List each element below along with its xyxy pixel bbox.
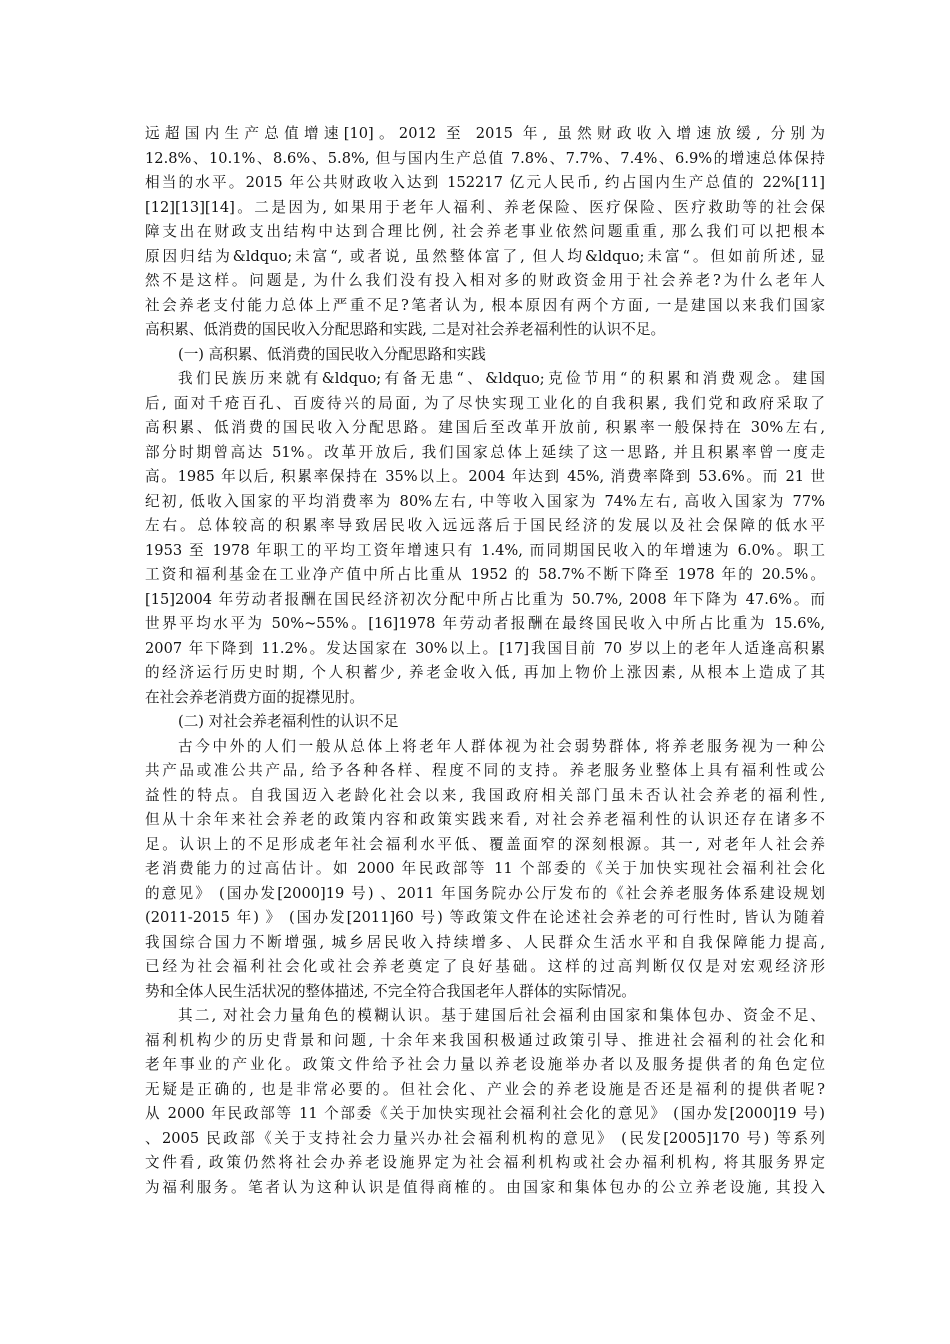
text-line: 相当的水平。2015 年公共财政收入达到 152217 亿元人民币, 约占国内生产总值的 22%[11]	[145, 174, 825, 191]
text-line: 其二, 对社会力量角色的模糊认识。基于建国后社会福利由国家和集体包办、资金不足、	[178, 1007, 825, 1024]
text-line: 障支出在财政支出结构中达到合理比例, 社会养老事业依然问题重重, 那么我们可以把根本	[145, 223, 825, 240]
text-line: 高积累、低消费的国民收入分配思路和实践, 二是对社会养老福利性的认识不足。	[145, 321, 666, 338]
text-line: (2011-2015 年) 》 (国办发[2011]60 号) 等政策文件在论述社会养老的可行性时, 皆认为随着	[145, 909, 825, 926]
text-line: 高。1985 年以后, 积累率保持在 35%以上。2004 年达到 45%, 消费率降到 53.6%。而 21 世	[145, 468, 825, 485]
text-line: 1953 至 1978 年职工的平均工资年增速只有 1.4%, 而同期国民收入的年增速为 6.0%。职工	[145, 541, 825, 559]
text-line: 的经济运行历史时期, 个人积蓄少, 养老金收入低, 再加上物价上涨因素, 从根本上造成了其	[145, 664, 825, 681]
text-line: 左右。总体较高的积累率导致居民收入远远落后于国民经济的发展以及社会保障的低水平	[145, 517, 825, 534]
text-line: 无疑是正确的, 也是非常必要的。但社会化、产业会的养老设施是否还是福利的提供者呢?	[145, 1080, 825, 1098]
text-line: 12.8%、10.1%、8.6%、5.8%, 但与国内生产总值 7.8%、7.7%、7.4%、6.9%的增速总体保持	[145, 149, 825, 167]
text-line: [15]2004 年劳动者报酬在国民经济初次分配中所占比重为 50.7%, 2008 年下降为 47.6%。而	[145, 590, 825, 608]
text-line: [12][13][14]。二是因为, 如果用于老年人福利、养老保险、医疗保险、医疗救助等的社会保	[145, 198, 825, 216]
text-line: 但从十余年来社会养老的政策内容和政策实践来看, 对社会养老福利性的认识还存在诸多不	[145, 811, 825, 828]
text-line: 社会养老支付能力总体上严重不足?笔者认为, 根本原因有两个方面, 一是建国以来我们国家	[145, 296, 825, 314]
text-line: 文件看, 政策仍然将社会办养老设施界定为社会福利机构或社会办福利机构, 将其服务界定	[145, 1154, 825, 1171]
text-line: 古今中外的人们一般从总体上将老年人群体视为社会弱势群体, 将养老服务视为一种公	[178, 737, 825, 755]
text-line: 已经为社会福利社会化或社会养老奠定了良好基础。这样的过高判断仅仅是对宏观经济形	[145, 958, 825, 975]
text-line: 高积累、低消费的国民收入分配思路。建国后至改革开放前, 积累率一般保持在 30%左右,	[145, 419, 825, 436]
text-line: 老年事业的产业化。政策文件给予社会力量以养老设施举办者以及服务提供者的角色定位	[145, 1056, 825, 1073]
text-line: 足。认识上的不足形成老年社会福利水平低、覆盖面窄的深刻根源。其一, 对老年人社会养	[145, 835, 825, 853]
text-line: 后, 面对千疮百孔、百废待兴的局面, 为了尽快实现工业化的自我积累, 我们党和政府采取了	[145, 394, 825, 412]
text-line: 世界平均水平为 50%~55%。[16]1978 年劳动者报酬在最终国民收入中所占比重为 15.6%,	[145, 615, 825, 632]
text-line: 然不是这样。问题是, 为什么我们没有投入相对多的财政资金用于社会养老?为什么老年人	[145, 272, 825, 289]
text-line: 为福利服务。笔者认为这种认识是值得商榷的。由国家和集体包办的公立养老设施, 其投入	[145, 1178, 825, 1196]
text-line: 、2005 民政部《关于支持社会力量兴办社会福利机构的意见》 (民发[2005]170 号) 等系列	[145, 1129, 825, 1147]
text-line: 益性的特点。自我国迈入老龄化社会以来, 我国政府相关部门虽未否认社会养老的福利性,	[145, 786, 825, 804]
section-heading: (一) 高积累、低消费的国民收入分配思路和实践	[178, 345, 486, 363]
document-page	[145, 122, 825, 1200]
text-line: 原因归结为&ldquo;未富“, 或者说, 虽然整体富了, 但人均&ldquo;未富“。但如前所述, 显	[145, 247, 825, 265]
text-line: 纪初, 低收入国家的平均消费率为 80%左右, 中等收入国家为 74%左右, 高收入国家为 77%	[145, 492, 825, 510]
section-heading: (二) 对社会养老福利性的认识不足	[178, 713, 399, 730]
text-line: 我国综合国力不断增强, 城乡居民收入持续增多、人民群众生活水平和自我保障能力提高,	[145, 933, 825, 951]
text-line: 部分时期曾高达 51%。改革开放后, 我们国家总体上延续了这一思路, 并且积累率曾一度走	[145, 443, 825, 461]
text-line: 2007 年下降到 11.2%。发达国家在 30%以上。[17]我国目前 70 岁以上的老年人适逢高积累	[145, 639, 825, 657]
text-line: 我们民族历来就有&ldquo;有备无患“、&ldquo;克俭节用“的积累和消费观念。建国	[178, 370, 825, 387]
text-line: 老消费能力的过高估计。如 2000 年民政部等 11 个部委的《关于加快实现社会福利社会化	[145, 860, 825, 877]
text-line: 的意见》 (国办发[2000]19 号) 、2011 年国务院办公厅发布的《社会养老服务体系建设规划	[145, 884, 825, 902]
text-line: 势和全体人民生活状况的整体描述, 不完全符合我国老年人群体的实际情况。	[145, 982, 636, 1000]
text-line: 共产品或准公共产品, 给予各种各样、程度不同的支持。养老服务业整体上具有福利性或公	[145, 762, 825, 779]
text-line: 远超国内生产总值增速[10]。2012 至 2015 年, 虽然财政收入增速放缓, 分别为	[145, 125, 825, 142]
text-line: 福利机构少的历史背景和问题, 十余年来我国积极通过政策引导、推进社会福利的社会化和	[145, 1031, 825, 1049]
text-line: 工资和福利基金在工业净产值中所占比重从 1952 的 58.7%不断下降至 1978 年的 20.5%。	[145, 566, 825, 583]
text-line: 在社会养老消费方面的捉襟见肘。	[145, 688, 364, 706]
text-line: 从 2000 年民政部等 11 个部委《关于加快实现社会福利社会化的意见》 (国办发[2000]19 号)	[145, 1105, 825, 1122]
